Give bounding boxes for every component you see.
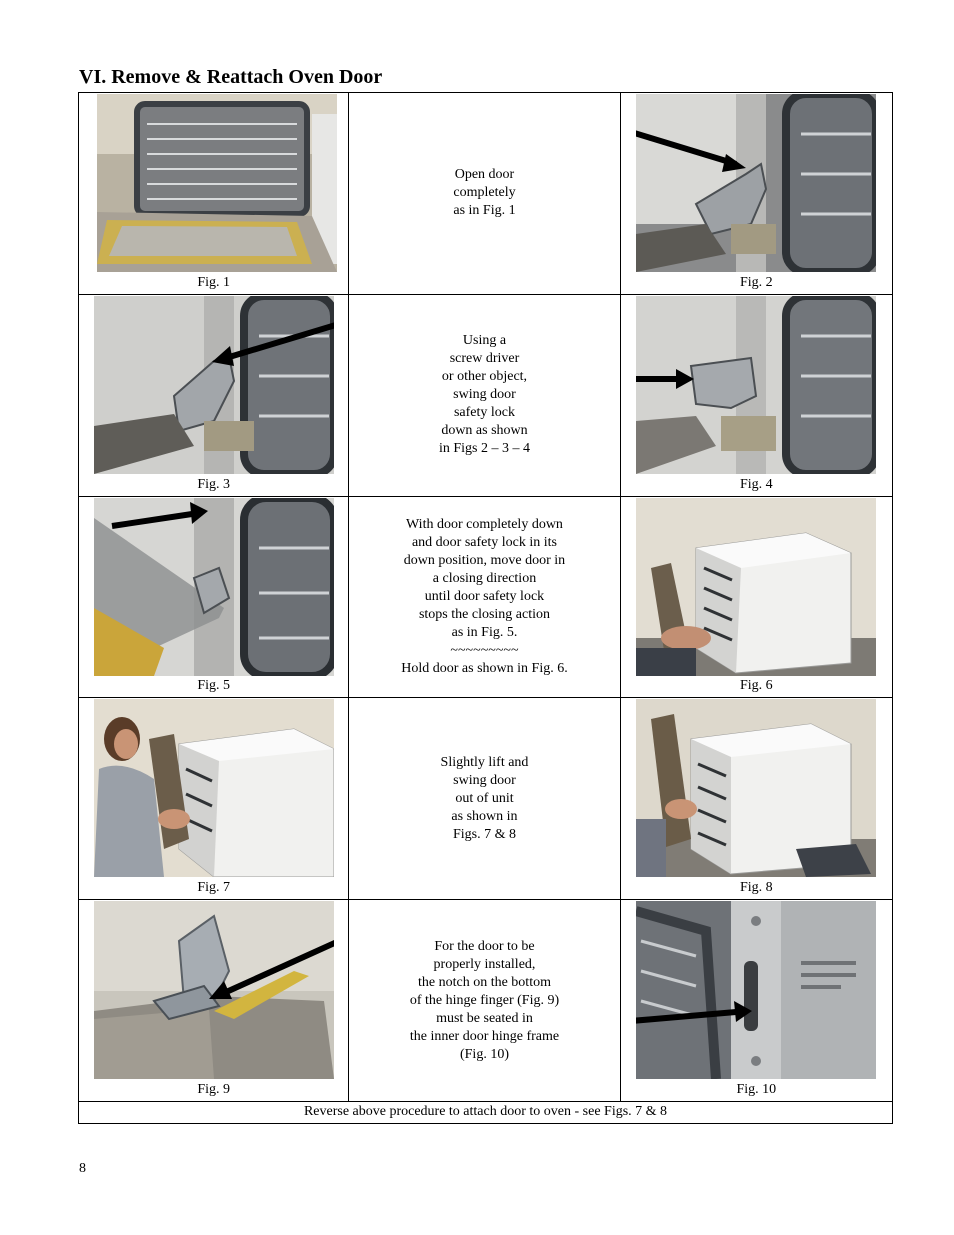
hinge-finger-notch-image bbox=[94, 901, 334, 1079]
fig-caption: Fig. 7 bbox=[197, 880, 230, 896]
fig-9-photo bbox=[94, 901, 334, 1079]
holding-door-image bbox=[636, 498, 876, 676]
door-closing-image bbox=[94, 498, 334, 676]
figure-cell bbox=[79, 294, 349, 496]
fig-caption: Fig. 10 bbox=[736, 1081, 777, 1097]
instruction-text: With door completely down and door safety lock in its down position, move door in a closing direction until door safety lock stops the closing action as in Fig. 5. ~~~~~~~~~ Hold door as shown in Fig. 6. bbox=[401, 516, 568, 676]
table-row bbox=[79, 93, 893, 295]
fig-7-photo bbox=[94, 699, 334, 877]
table-row bbox=[79, 900, 893, 1102]
fig-caption: Fig. 8 bbox=[739, 880, 773, 896]
figure-cell bbox=[620, 294, 892, 496]
instruction-cell bbox=[349, 698, 620, 900]
instruction-text: Slightly lift and swing door out of unit as shown in Figs. 7 & 8 bbox=[440, 754, 529, 842]
instruction-cell bbox=[349, 93, 620, 295]
figure-cell bbox=[79, 698, 349, 900]
instruction-text: Using a screw driver or other object, swing door safety lock down as shown in Figs 2 – 3 – 4 bbox=[438, 333, 530, 457]
fig-caption: Fig. 1 bbox=[197, 274, 230, 290]
fig-caption: Fig. 2 bbox=[739, 274, 773, 290]
footer-note: Reverse above procedure to attach door to oven - see Figs. 7 & 8 bbox=[79, 1101, 893, 1123]
swinging-door-out-image bbox=[636, 699, 876, 877]
figure-cell bbox=[620, 900, 892, 1102]
figure-cell bbox=[79, 93, 349, 295]
fig-5-photo bbox=[94, 498, 334, 676]
lifting-door-image bbox=[94, 699, 334, 877]
fig-caption: Fig. 6 bbox=[739, 678, 773, 694]
instruction-cell bbox=[349, 900, 620, 1102]
instruction-cell bbox=[349, 294, 620, 496]
hinge-lock-screwdriver-image bbox=[94, 296, 334, 474]
instruction-text: Open door completely as in Fig. 1 bbox=[453, 167, 516, 219]
instruction-cell bbox=[349, 496, 620, 698]
fig-caption: Fig. 4 bbox=[739, 476, 773, 492]
procedure-table bbox=[78, 92, 893, 1124]
table-row bbox=[79, 698, 893, 900]
fig-caption: Fig. 9 bbox=[197, 1081, 230, 1097]
page-number: 8 bbox=[79, 1161, 86, 1176]
fig-6-photo bbox=[636, 498, 876, 676]
fig-10-photo bbox=[636, 901, 876, 1079]
fig-caption: Fig. 5 bbox=[197, 678, 230, 694]
fig-3-photo bbox=[94, 296, 334, 474]
figure-cell bbox=[620, 496, 892, 698]
fig-1-photo bbox=[97, 94, 337, 272]
instruction-text: For the door to be properly installed, the notch on the bottom of the hinge finger (Fig. 9) must be seated in the inner door hinge frame (Fig. 10) bbox=[409, 938, 560, 1062]
figure-cell bbox=[620, 93, 892, 295]
fig-4-photo bbox=[636, 296, 876, 474]
hinge-lock-image bbox=[636, 94, 876, 272]
fig-2-photo bbox=[636, 94, 876, 272]
figure-cell bbox=[79, 900, 349, 1102]
table-footer-row bbox=[79, 1101, 893, 1123]
fig-caption: Fig. 3 bbox=[197, 476, 230, 492]
figure-cell bbox=[79, 496, 349, 698]
hinge-lock-down-image bbox=[636, 296, 876, 474]
page-title: VI. Remove & Reattach Oven Door bbox=[79, 66, 383, 88]
oven-open-door-image bbox=[97, 94, 337, 272]
inner-hinge-frame-image bbox=[636, 901, 876, 1079]
table-row bbox=[79, 294, 893, 496]
figure-cell bbox=[620, 698, 892, 900]
table-row bbox=[79, 496, 893, 698]
fig-8-photo bbox=[636, 699, 876, 877]
